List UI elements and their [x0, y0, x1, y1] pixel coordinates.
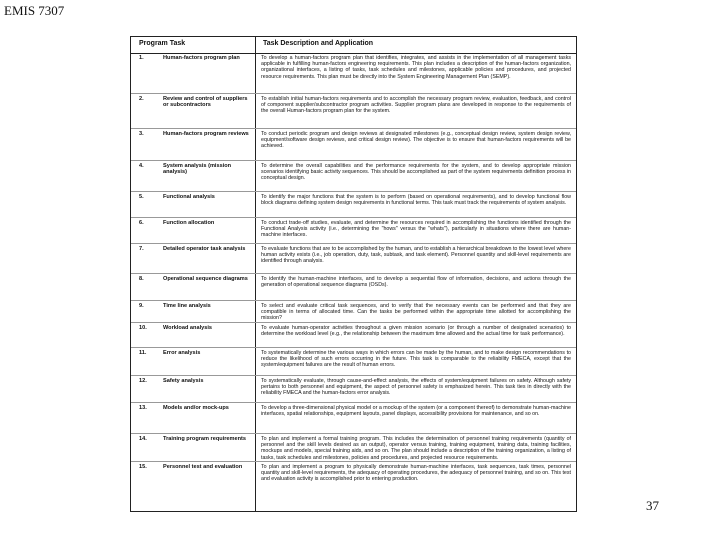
table-row	[131, 462, 576, 512]
row-task-name: Personnel test and evaluation	[163, 464, 243, 470]
row-task-description: To plan and implement a formal training program. This includes the determination of personnel training requirements (quantity of personnel and the skill levels desired as an output), operator versus training, training equipment, training data, training facilities, mockups and models, special training aids, and so on. The plan should include a description of the training organization, a listing of tasks, task schedules and milestones, policies and procedures, and projected resource requirements.	[261, 436, 571, 461]
table-row	[131, 94, 576, 129]
row-task-description: To select and evaluate critical task sequences, and to verify that the necessary events can be performed and that they are compatible in terms of allocated time. Can the tasks be performed within the appropriate time allotted for accomplishing the mission?	[261, 303, 571, 322]
row-task-name: Error analysis	[163, 350, 201, 356]
table-row	[131, 323, 576, 348]
column-header-task-description: Task Description and Application	[263, 40, 374, 47]
row-task-name: Training program requirements	[163, 436, 246, 442]
row-number: 7.	[139, 246, 144, 252]
column-header-program-task: Program Task	[139, 40, 186, 47]
row-task-description: To identify the major functions that the system is to perform (based on operational requirements), and to develop functional flow block diagrams defining system design requirements in functional terms. This task must track the requirements of system analysis.	[261, 194, 571, 207]
row-task-description: To identify the human-machine interfaces, and to develop a sequential flow of information, decisions, and actions through the generation of operational sequence diagrams (OSDs).	[261, 276, 571, 289]
row-task-name: Human-factors program plan	[163, 55, 240, 61]
row-number: 13.	[139, 405, 147, 411]
row-number: 12.	[139, 378, 147, 384]
row-task-name: Workload analysis	[163, 325, 213, 331]
row-task-name: Function allocation	[163, 220, 215, 226]
row-number: 10.	[139, 325, 147, 331]
row-task-description: To determine the overall capabilities and the performance requirements for the system, and to develop appropriate mission scenarios identifying basic activity sequences. This should be accomplished as part of the system requirements definition process in conceptual design.	[261, 163, 571, 182]
row-number: 6.	[139, 220, 144, 226]
row-task-name: Operational sequence diagrams	[163, 276, 248, 282]
row-number: 2.	[139, 96, 144, 102]
document-header-label: EMIS 7307	[4, 3, 65, 18]
page-number: 37	[646, 498, 659, 513]
row-task-description: To evaluate human-operator activities throughout a given mission scenario (or through a number of designated scenarios) to determine the workload level (e.g., the relationship between the maximum time allowed and the actual time for task performance).	[261, 325, 571, 338]
row-number: 11.	[139, 350, 147, 356]
row-number: 5.	[139, 194, 144, 200]
table-row	[131, 403, 576, 434]
row-task-name: Review and control of suppliers or subcontractors	[163, 96, 248, 109]
task-table	[130, 36, 577, 512]
row-task-name: Safety analysis	[163, 378, 204, 384]
table-row	[131, 161, 576, 192]
row-number: 8.	[139, 276, 144, 282]
table-row	[131, 129, 576, 161]
row-task-description: To conduct trade-off studies, evaluate, and determine the resources required in accomplishing the functions identified through the Functional Analysis activity (i.e., determining the "hows" versus the "whats"), particularly in situations where there are human-machine interfaces.	[261, 220, 571, 239]
row-number: 4.	[139, 163, 144, 169]
row-number: 15.	[139, 464, 147, 470]
row-number: 3.	[139, 131, 144, 137]
row-task-description: To systematically evaluate, through cause-and-effect analysis, the effects of system/equipment failures on safety. Although safety pertains to both personnel and equipment, the aspect of personnel safety is emphasized herein. This task ties in directly with the reliability FMECA and the human-factors error analysis.	[261, 378, 571, 397]
row-number: 14.	[139, 436, 147, 442]
table-row	[131, 53, 576, 94]
table-row	[131, 348, 576, 376]
table-row	[131, 244, 576, 274]
row-task-name: Time line analysis	[163, 303, 211, 309]
row-task-description: To develop a human-factors program plan that identifies, integrates, and assists in the implementation of all management tasks applicable in fulfilling human-factors engineering requirements. This plan includes a description of the human-factors organization, organizational interfaces, a listing of tasks, task schedules and milestones, applicable policies and procedures, and projected resource requirements. This plan must be directly into the System Engineering Management Plan (SEMP).	[261, 55, 571, 80]
table-row	[131, 434, 576, 462]
row-task-name: Functional analysis	[163, 194, 215, 200]
row-task-name: Detailed operator task analysis	[163, 246, 246, 252]
row-task-description: To systematically determine the various ways in which errors can be made by the human, and to make design recommendations to reduce the likelihood of such errors occurring in the future. This task is comparable to the reliability FMECA, except that the system/equipment failures are the result of human errors.	[261, 350, 571, 369]
row-task-description: To plan and implement a program to physically demonstrate human-machine interfaces, task sequences, task times, personnel quantity and skill-level requirements, the adequacy of operating procedures, the adequacy of personnel training, and so on. This test and evaluation activity is accomplished prior to entering production.	[261, 464, 571, 483]
row-task-description: To develop a three-dimensional physical model or a mockup of the system (or a component thereof) to demonstrate human-machine interfaces, spatial relationships, equipment layouts, panel displays, accessibility provisions for maintenance, and so on.	[261, 405, 571, 418]
row-task-description: To evaluate functions that are to be accomplished by the human, and to establish a hierarchical breakdown to the lowest level where human activity exists (i.e., job operation, duty, task, subtask, and task element). Personnel quantity and skill-level requirements are identified through analysis.	[261, 246, 571, 265]
row-task-name: Models and/or mock-ups	[163, 405, 229, 411]
row-task-name: Human-factors program reviews	[163, 131, 249, 137]
row-number: 9.	[139, 303, 144, 309]
table-header-row	[131, 37, 576, 54]
row-task-name: System analysis (mission analysis)	[163, 163, 232, 176]
table-row	[131, 274, 576, 301]
table-row	[131, 192, 576, 218]
table-row	[131, 376, 576, 403]
table-row	[131, 301, 576, 323]
table-row	[131, 218, 576, 244]
row-number: 1.	[139, 55, 144, 61]
row-task-description: To conduct periodic program and design reviews at designated milestones (e.g., conceptual design review, system design review, equipment/software design reviews, and critical design review). The objective is to ensure that human-factors requirements will be achieved.	[261, 131, 571, 150]
row-task-description: To establish initial human-factors requirements and to accomplish the necessary program review, evaluation, feedback, and control of component supplier/subcontractor program activities. Supplier program plans are developed in response to the requirements of the overall Human-factors program plan for the system.	[261, 96, 571, 115]
